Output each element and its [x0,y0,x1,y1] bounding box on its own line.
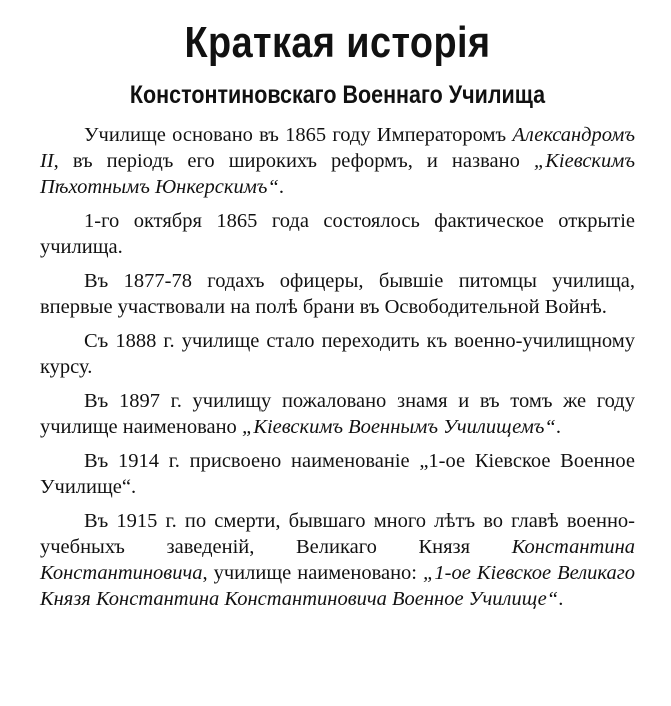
page-title: Краткая исторія [184,18,491,67]
italic-text: „1-ое Кіевское Великаго Князя Константина Константиновича Военное Училище“ [40,562,636,610]
text-run: . [278,176,284,198]
text-run: , въ періодъ его широкихъ реформъ, и названо [53,150,534,172]
text-run: Въ 1877-78 годахъ офицеры, бывшіе питомцы училища, впервые участвовали на полѣ брани въ Освободительной Войнѣ. [40,270,635,318]
text-run: 1-го октября 1865 года состоялось фактическое открытіе училища. [40,210,635,258]
text-run: Въ 1897 г. училищу пожаловано знамя и въ томъ же году училище наименовано [40,390,635,438]
paragraph [40,388,635,440]
italic-text: „Кіевскимъ Военнымъ Училищемъ“ [241,416,556,438]
text-run: . [555,416,561,438]
paragraph [40,268,635,320]
italic-text: Александромъ II [40,124,635,172]
italic-text: „Кіевскимъ Пѣхотнымъ Юнкерскимъ“ [40,150,635,198]
page-subtitle: Констонтиновскаго Военнаго Училища [129,81,546,109]
italic-text: Константина Константиновича [40,536,635,584]
text-run: Въ 1914 г. присвоено наименованіе „1-ое Кіевское Военное Училище“. [40,450,635,498]
text-run: Училище основано въ 1865 году Императоромъ [84,124,513,146]
paragraph [40,508,635,612]
body-text [40,122,635,612]
paragraph [40,328,635,380]
paragraph [40,208,635,260]
paragraph [40,448,635,500]
text-run: , училище наименовано: [202,562,423,584]
text-run: . [558,588,564,610]
paragraph [40,122,635,200]
text-run: Съ 1888 г. училище стало переходить къ военно-училищному курсу. [40,330,635,378]
text-run: Въ 1915 г. по смерти, бывшаго много лѣтъ во главѣ военно-учебныхъ заведеній, Великаго Князя [40,510,635,558]
